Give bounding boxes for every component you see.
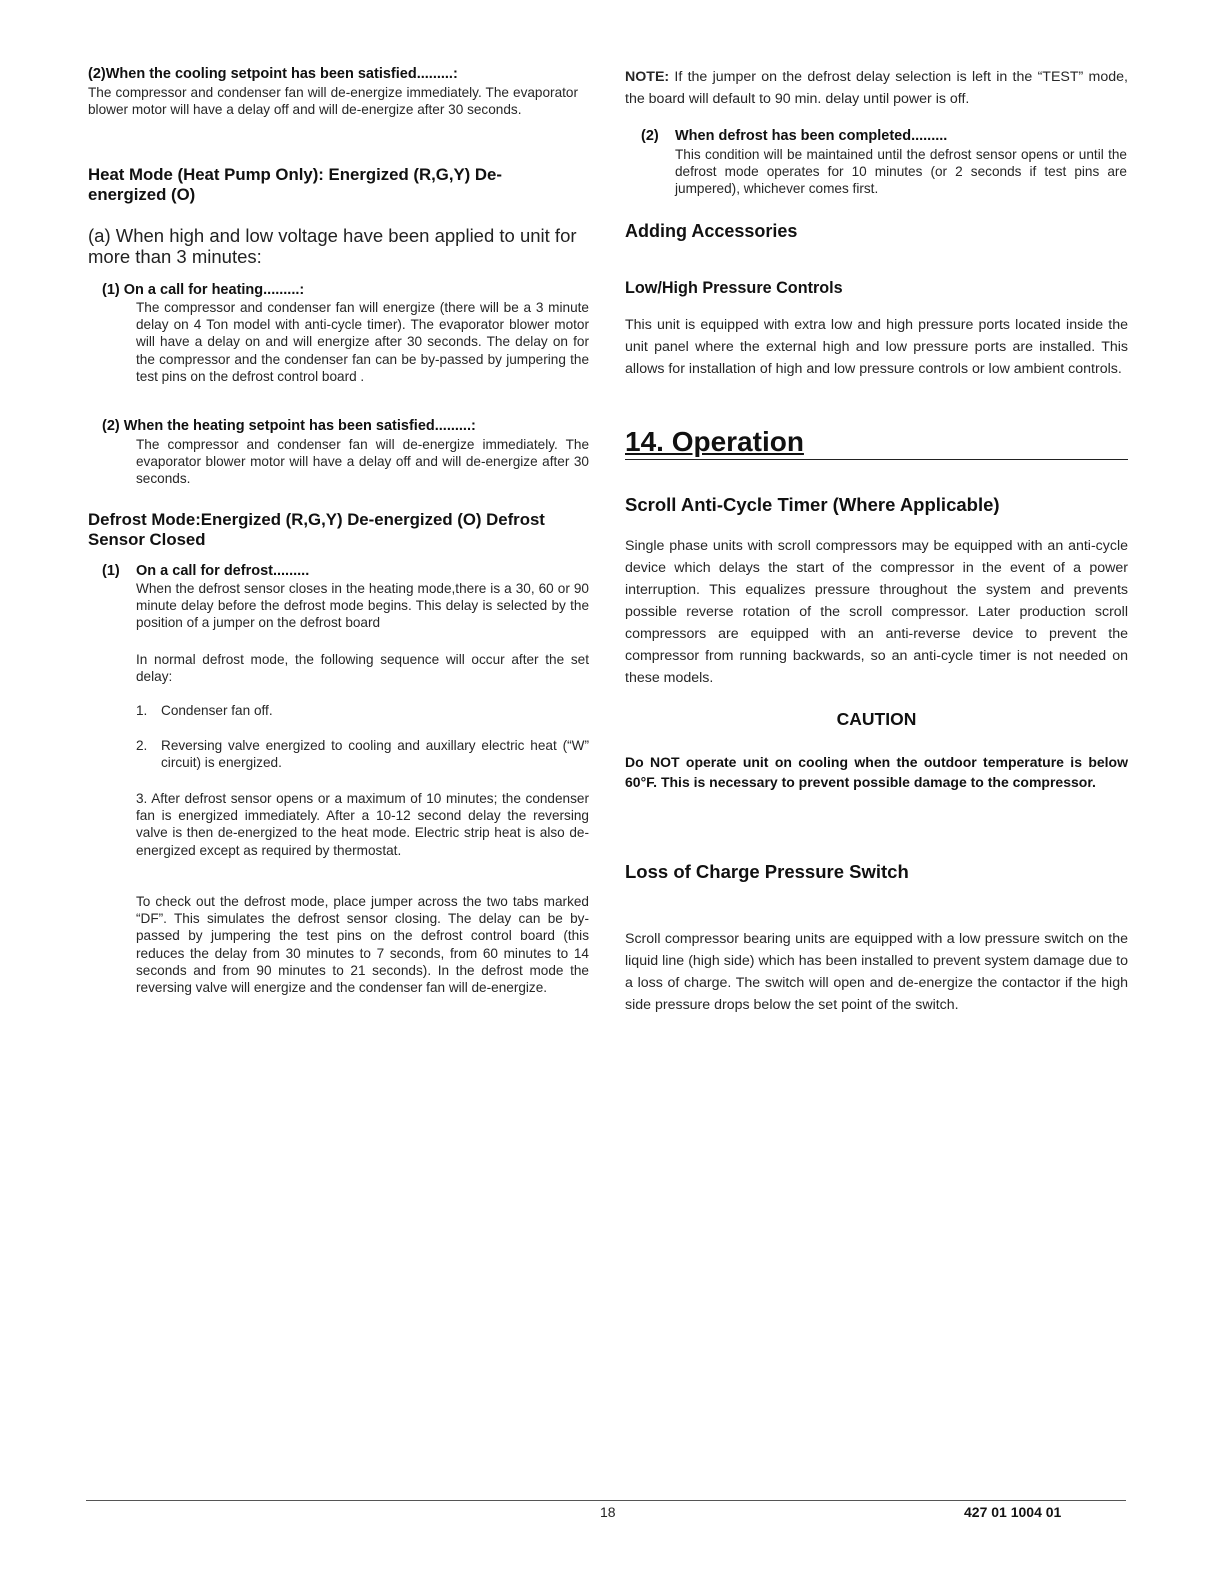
caution-title: CAUTION bbox=[836, 709, 917, 729]
normal-sequence-text: In normal defrost mode, the following sequence will occur after the set delay: bbox=[136, 652, 589, 685]
call-defrost-body: When the defrost sensor closes in the heating mode,there is a 30, 60 or 90 minute delay before the defrost mode begins. This delay is selected by the position of a jumper on the defrost board bbox=[136, 581, 589, 631]
defrost-mode-heading: Defrost Mode:Energized (R,G,Y) De-energized (O) Defrost Sensor Closed bbox=[88, 510, 545, 549]
step-three-text: 3. After defrost sensor opens or a maximum of 10 minutes; the condenser fan is energized immediately. After a 10-12 second delay the reversing valve is then de-energized to the heat mode. Electric strip heat is also de-energized except as required by thermostat. bbox=[136, 791, 589, 858]
list-item bbox=[136, 702, 589, 719]
heat-satisfied-heading: (2) When the heating setpoint has been satisfied.........: bbox=[102, 418, 476, 434]
document-number: 427 01 1004 01 bbox=[964, 1504, 1062, 1520]
heat-mode-heading: Heat Mode (Heat Pump Only): Energized (R,G,Y) De-energized (O) bbox=[88, 165, 502, 204]
cooling-satisfied-body: The compressor and condenser fan will de-energize immediately. The evaporator blower motor will have a delay off and will de-energize after 30 seconds. bbox=[88, 85, 578, 118]
call-heating-heading: (1) On a call for heating.........: bbox=[102, 282, 305, 298]
chapter-title: 14. Operation bbox=[625, 425, 1128, 460]
defrost-complete-num: (2) bbox=[641, 128, 659, 144]
cooling-satisfied-heading: (2)When the cooling setpoint has been satisfied.........: bbox=[88, 66, 458, 82]
call-heating-body: The compressor and condenser fan will energize (there will be a 3 minute delay on 4 Ton model with anti-cycle timer). The evaporator blower motor will have a delay on and will energize after 30 seconds. The delay on for the compressor and the condenser fan can be by-passed by jumpering the test pins on the defrost control board . bbox=[136, 300, 589, 384]
list-item bbox=[136, 737, 589, 771]
list-item-number: 2. bbox=[136, 738, 148, 753]
list-item-number: 1. bbox=[136, 703, 148, 718]
note-label: NOTE: bbox=[625, 69, 670, 85]
pressure-controls-body: This unit is equipped with extra low and high pressure ports located inside the unit panel where the external high and low pressure ports are installed. This allows for installation of high and low pressure controls or low ambient controls. bbox=[625, 317, 1128, 377]
anti-cycle-body: Single phase units with scroll compressors may be equipped with an anti-cycle device which delays the start of the compressor in the event of a power interruption. This equalizes pressure throughout the system and prevents possible reverse rotation of the scroll compressor. Later production scroll compressors are equipped with an anti-reverse device to prevent the compressor from running backwards, so an anti-cycle timer is not needed on these models. bbox=[625, 538, 1128, 686]
note-text bbox=[625, 66, 1128, 110]
footer-rule bbox=[86, 1500, 1126, 1501]
list-item-text: Condenser fan off. bbox=[161, 703, 273, 718]
note-body: If the jumper on the defrost delay selection is left in the “TEST” mode, the board will default to 90 min. delay until power is off. bbox=[625, 69, 1128, 107]
list-item-text: Reversing valve energized to cooling and auxillary electric heat (“W” circuit) is energized. bbox=[161, 738, 589, 771]
check-out-text: To check out the defrost mode, place jumper across the two tabs marked “DF”. This simulates the defrost sensor closing. The delay can be by-passed by jumpering the test pins on the defrost control board (this reduces the delay from 30 minutes to 7 seconds, from 60 minutes to 14 seconds and from 90 minutes to 21 seconds). In the defrost mode the reversing valve will energize and the condenser fan will de-energize. bbox=[136, 894, 589, 996]
caution-text: Do NOT operate unit on cooling when the outdoor temperature is below 60°F. This is necessary to prevent possible damage to the compressor. bbox=[625, 754, 1128, 790]
defrost-complete-body: This condition will be maintained until the defrost sensor opens or until the defrost mode operates for 10 minutes (or 2 seconds if test pins are jumpered), whichever comes first. bbox=[675, 147, 1127, 197]
pressure-controls-heading: Low/High Pressure Controls bbox=[625, 279, 843, 297]
adding-accessories-heading: Adding Accessories bbox=[625, 221, 798, 241]
call-defrost-heading: On a call for defrost......... bbox=[136, 563, 310, 579]
heat-satisfied-body: The compressor and condenser fan will de-energize immediately. The evaporator blower motor will have a delay off and will de-energize after 30 seconds. bbox=[136, 437, 589, 487]
call-defrost-num: (1) bbox=[102, 563, 120, 579]
heat-mode-intro: (a) When high and low voltage have been applied to unit for more than 3 minutes: bbox=[88, 225, 577, 267]
anti-cycle-heading: Scroll Anti-Cycle Timer (Where Applicable) bbox=[625, 494, 1000, 515]
loss-of-charge-heading: Loss of Charge Pressure Switch bbox=[625, 861, 909, 882]
page-number: 18 bbox=[600, 1504, 616, 1520]
defrost-complete-heading: When defrost has been completed......... bbox=[675, 128, 948, 144]
loss-of-charge-body: Scroll compressor bearing units are equipped with a low pressure switch on the liquid line (high side) which has been installed to prevent system damage due to a loss of charge. The switch will open and de-energize the contactor if the high side pressure drops below the set point of the switch. bbox=[625, 931, 1128, 1013]
